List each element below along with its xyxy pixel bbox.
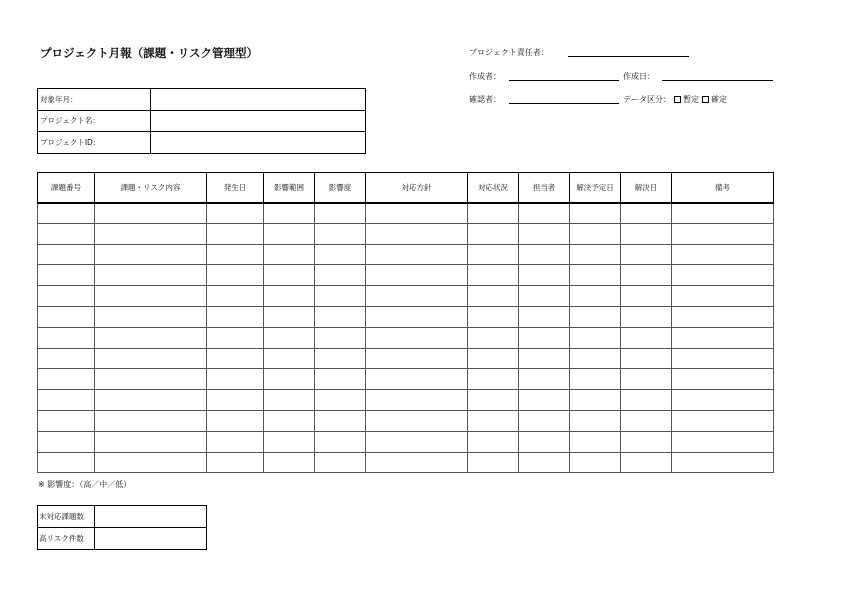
- table-cell[interactable]: [315, 431, 366, 452]
- summary-row: [38, 528, 207, 550]
- table-cell[interactable]: [264, 369, 315, 390]
- table-cell[interactable]: [366, 223, 468, 244]
- table-cell[interactable]: [468, 286, 519, 307]
- table-cell[interactable]: [95, 223, 207, 244]
- table-cell[interactable]: [570, 265, 621, 286]
- table-cell[interactable]: [468, 223, 519, 244]
- table-cell[interactable]: [264, 327, 315, 348]
- table-cell[interactable]: [519, 306, 570, 327]
- table-cell[interactable]: [570, 410, 621, 431]
- table-cell[interactable]: [468, 348, 519, 369]
- table-cell[interactable]: [207, 286, 264, 307]
- summary-row-label: 高リスク件数: [38, 528, 95, 550]
- table-cell[interactable]: [315, 244, 366, 265]
- table-cell[interactable]: [207, 348, 264, 369]
- info-row-label: プロジェクトID：: [38, 132, 151, 154]
- table-cell[interactable]: [38, 348, 95, 369]
- table-cell[interactable]: [315, 223, 366, 244]
- table-cell[interactable]: [315, 348, 366, 369]
- table-cell[interactable]: [95, 265, 207, 286]
- table-cell[interactable]: [621, 244, 672, 265]
- info-row-value[interactable]: [151, 89, 366, 111]
- table-row: [38, 286, 774, 307]
- table-cell[interactable]: [366, 410, 468, 431]
- table-cell[interactable]: [264, 265, 315, 286]
- table-cell[interactable]: [38, 306, 95, 327]
- reviewer-label: 確認者：: [469, 95, 501, 104]
- table-cell[interactable]: [621, 327, 672, 348]
- table-cell[interactable]: [366, 369, 468, 390]
- table-cell[interactable]: [519, 348, 570, 369]
- table-cell[interactable]: [315, 452, 366, 473]
- info-row-value[interactable]: [151, 110, 366, 132]
- info-row-value[interactable]: [151, 132, 366, 154]
- table-cell[interactable]: [570, 327, 621, 348]
- table-cell[interactable]: [95, 306, 207, 327]
- table-cell[interactable]: [264, 410, 315, 431]
- table-cell[interactable]: [621, 286, 672, 307]
- table-cell[interactable]: [570, 223, 621, 244]
- column-header: 課題・リスク内容: [95, 173, 207, 203]
- table-cell[interactable]: [468, 390, 519, 411]
- table-cell[interactable]: [264, 223, 315, 244]
- column-header: 対応状況: [468, 173, 519, 203]
- table-row: [38, 369, 774, 390]
- table-cell[interactable]: [672, 327, 774, 348]
- table-cell[interactable]: [621, 431, 672, 452]
- table-cell[interactable]: [366, 327, 468, 348]
- table-cell[interactable]: [519, 390, 570, 411]
- table-cell[interactable]: [570, 286, 621, 307]
- table-cell[interactable]: [468, 452, 519, 473]
- owner-field[interactable]: [568, 56, 689, 57]
- table-cell[interactable]: [315, 306, 366, 327]
- column-header: 備考: [672, 173, 774, 203]
- column-header: 発生日: [207, 173, 264, 203]
- table-cell[interactable]: [672, 286, 774, 307]
- table-cell[interactable]: [672, 203, 774, 224]
- table-cell[interactable]: [621, 265, 672, 286]
- table-cell[interactable]: [672, 348, 774, 369]
- table-cell[interactable]: [38, 369, 95, 390]
- info-row-label: プロジェクト名：: [38, 110, 151, 132]
- table-cell[interactable]: [95, 390, 207, 411]
- table-cell[interactable]: [672, 306, 774, 327]
- table-cell[interactable]: [519, 223, 570, 244]
- table-cell[interactable]: [95, 203, 207, 224]
- column-header: 担当者: [519, 173, 570, 203]
- table-cell[interactable]: [621, 306, 672, 327]
- table-cell[interactable]: [95, 410, 207, 431]
- table-cell[interactable]: [264, 431, 315, 452]
- table-cell[interactable]: [315, 327, 366, 348]
- table-cell[interactable]: [38, 203, 95, 224]
- table-cell[interactable]: [264, 203, 315, 224]
- table-cell[interactable]: [207, 203, 264, 224]
- column-header: 影響度: [315, 173, 366, 203]
- table-cell[interactable]: [366, 286, 468, 307]
- summary-row-label: 未対応課題数: [38, 506, 95, 528]
- table-cell[interactable]: [207, 390, 264, 411]
- table-row: [38, 223, 774, 244]
- provisional-label: 暫定: [683, 95, 699, 104]
- column-header: 課題番号: [38, 173, 95, 203]
- table-cell[interactable]: [38, 327, 95, 348]
- table-cell[interactable]: [570, 306, 621, 327]
- table-cell[interactable]: [315, 203, 366, 224]
- project-info-table: [37, 88, 366, 154]
- table-cell[interactable]: [672, 369, 774, 390]
- table-cell[interactable]: [672, 390, 774, 411]
- date-field[interactable]: [662, 80, 773, 81]
- table-cell[interactable]: [519, 286, 570, 307]
- table-cell[interactable]: [570, 369, 621, 390]
- table-cell[interactable]: [38, 244, 95, 265]
- table-cell[interactable]: [207, 223, 264, 244]
- table-cell[interactable]: [207, 306, 264, 327]
- column-header: 影響範囲: [264, 173, 315, 203]
- table-row: [38, 244, 774, 265]
- table-cell[interactable]: [315, 390, 366, 411]
- table-cell[interactable]: [468, 265, 519, 286]
- table-cell[interactable]: [207, 431, 264, 452]
- table-cell[interactable]: [366, 452, 468, 473]
- table-cell[interactable]: [366, 265, 468, 286]
- table-cell[interactable]: [672, 452, 774, 473]
- table-cell[interactable]: [207, 369, 264, 390]
- table-row: [38, 306, 774, 327]
- table-cell[interactable]: [570, 244, 621, 265]
- table-cell[interactable]: [672, 410, 774, 431]
- table-cell[interactable]: [570, 390, 621, 411]
- table-cell[interactable]: [207, 410, 264, 431]
- provisional-checkbox[interactable]: [674, 96, 681, 103]
- table-cell[interactable]: [207, 327, 264, 348]
- column-header: 解決日: [621, 173, 672, 203]
- table-cell[interactable]: [519, 203, 570, 224]
- table-cell[interactable]: [95, 452, 207, 473]
- table-cell[interactable]: [672, 223, 774, 244]
- summary-row: [38, 506, 207, 528]
- table-cell[interactable]: [95, 431, 207, 452]
- info-row-label: 対象年月：: [38, 89, 151, 111]
- table-cell[interactable]: [519, 452, 570, 473]
- summary-row-value[interactable]: [95, 506, 207, 528]
- table-cell[interactable]: [366, 306, 468, 327]
- table-cell[interactable]: [38, 265, 95, 286]
- table-cell[interactable]: [38, 390, 95, 411]
- table-cell[interactable]: [468, 244, 519, 265]
- table-cell[interactable]: [38, 286, 95, 307]
- table-cell[interactable]: [95, 369, 207, 390]
- table-cell[interactable]: [672, 265, 774, 286]
- page-title: プロジェクト月報（課題・リスク管理型）: [40, 46, 259, 60]
- table-cell[interactable]: [207, 452, 264, 473]
- summary-row-value[interactable]: [95, 528, 207, 550]
- impact-note: ※ 影響度：（高／中／低）: [38, 480, 132, 489]
- table-row: [38, 390, 774, 411]
- table-row: [38, 327, 774, 348]
- table-cell[interactable]: [38, 223, 95, 244]
- table-row: [38, 265, 774, 286]
- table-cell[interactable]: [570, 431, 621, 452]
- table-cell[interactable]: [621, 390, 672, 411]
- table-cell[interactable]: [519, 327, 570, 348]
- table-cell[interactable]: [468, 306, 519, 327]
- table-cell[interactable]: [95, 244, 207, 265]
- table-cell[interactable]: [264, 286, 315, 307]
- table-cell[interactable]: [207, 265, 264, 286]
- data-type-label: データ区分：: [623, 95, 671, 104]
- table-cell[interactable]: [468, 203, 519, 224]
- table-cell[interactable]: [468, 410, 519, 431]
- table-cell[interactable]: [264, 244, 315, 265]
- table-cell[interactable]: [95, 348, 207, 369]
- table-cell[interactable]: [366, 390, 468, 411]
- table-cell[interactable]: [570, 348, 621, 369]
- table-cell[interactable]: [621, 223, 672, 244]
- table-row: [38, 410, 774, 431]
- author-field[interactable]: [509, 80, 619, 81]
- final-checkbox[interactable]: [702, 96, 709, 103]
- final-label: 確定: [711, 95, 727, 104]
- table-cell[interactable]: [519, 265, 570, 286]
- table-cell[interactable]: [264, 390, 315, 411]
- table-cell[interactable]: [468, 369, 519, 390]
- table-cell[interactable]: [38, 410, 95, 431]
- author-label: 作成者：: [469, 72, 501, 81]
- table-cell[interactable]: [570, 203, 621, 224]
- table-cell[interactable]: [621, 369, 672, 390]
- column-header: 対応方針: [366, 173, 468, 203]
- table-row: [38, 452, 774, 473]
- table-cell[interactable]: [264, 452, 315, 473]
- table-row: [38, 203, 774, 224]
- table-cell[interactable]: [519, 410, 570, 431]
- table-cell[interactable]: [366, 431, 468, 452]
- data-type-group: [623, 94, 727, 105]
- reviewer-field[interactable]: [509, 103, 619, 104]
- table-cell[interactable]: [264, 306, 315, 327]
- table-cell[interactable]: [95, 327, 207, 348]
- table-cell[interactable]: [207, 244, 264, 265]
- table-cell[interactable]: [672, 431, 774, 452]
- table-row: [38, 431, 774, 452]
- table-cell[interactable]: [366, 203, 468, 224]
- table-cell[interactable]: [621, 348, 672, 369]
- date-label: 作成日：: [623, 72, 655, 81]
- table-cell[interactable]: [264, 348, 315, 369]
- column-header: 解決予定日: [570, 173, 621, 203]
- table-cell[interactable]: [621, 410, 672, 431]
- info-row: [38, 110, 366, 132]
- table-cell[interactable]: [38, 431, 95, 452]
- info-row: [38, 132, 366, 154]
- table-row: [38, 348, 774, 369]
- owner-label: プロジェクト責任者：: [469, 48, 549, 57]
- issue-table: [37, 172, 774, 473]
- summary-table: [37, 505, 207, 550]
- table-cell[interactable]: [672, 244, 774, 265]
- table-cell[interactable]: [570, 452, 621, 473]
- table-cell[interactable]: [621, 203, 672, 224]
- table-cell[interactable]: [468, 327, 519, 348]
- table-cell[interactable]: [95, 286, 207, 307]
- table-cell[interactable]: [366, 348, 468, 369]
- table-cell[interactable]: [519, 244, 570, 265]
- table-cell[interactable]: [315, 286, 366, 307]
- table-cell[interactable]: [315, 369, 366, 390]
- table-cell[interactable]: [315, 265, 366, 286]
- table-cell[interactable]: [621, 452, 672, 473]
- table-cell[interactable]: [315, 410, 366, 431]
- info-row: [38, 89, 366, 111]
- table-cell[interactable]: [38, 452, 95, 473]
- table-cell[interactable]: [366, 244, 468, 265]
- table-cell[interactable]: [519, 431, 570, 452]
- issue-table-header: [38, 173, 774, 203]
- table-cell[interactable]: [519, 369, 570, 390]
- table-cell[interactable]: [468, 431, 519, 452]
